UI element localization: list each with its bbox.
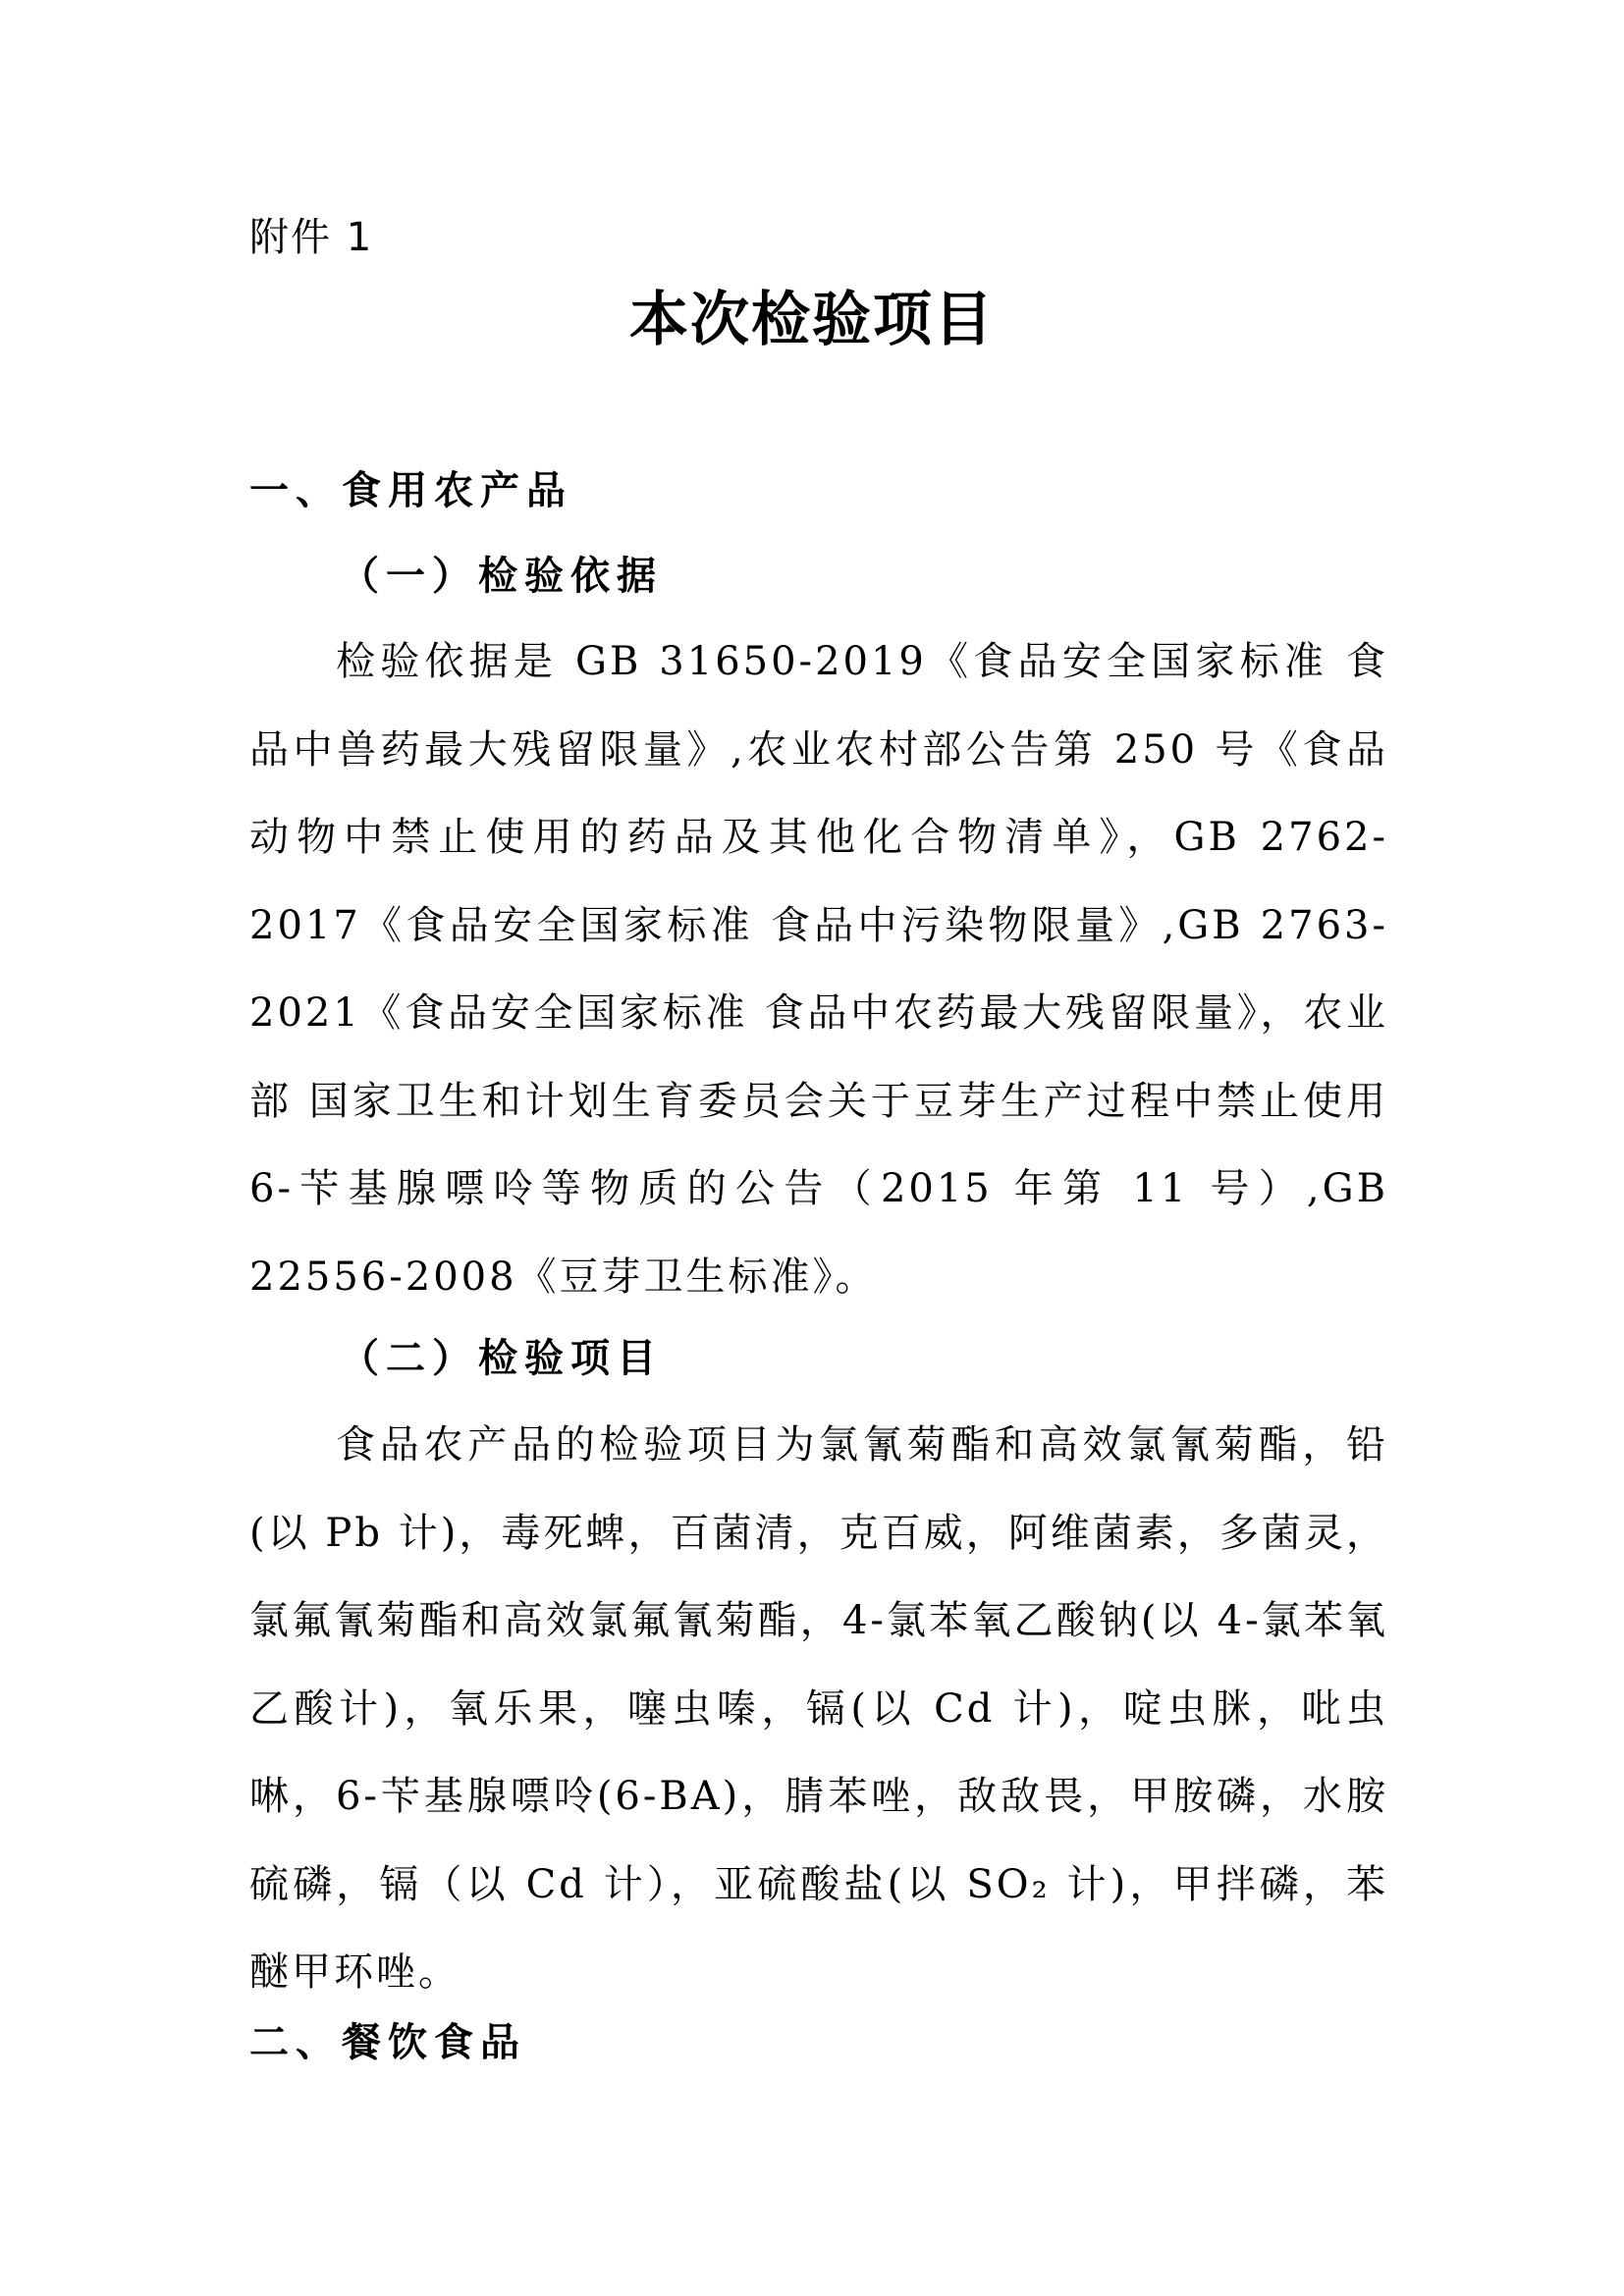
inspection-items-paragraph: 食品农产品的检验项目为氯氰菊酯和高效氯氰菊酯，铅(以 Pb 计)，毒死蜱，百菌清，克百威，阿维菌素，多菌灵，氯氟氰菊酯和高效氯氟氰菊酯，4-氯苯氧乙酸钠(以 4-氯苯氧乙酸计)，氧乐果，噻虫嗪，镉(以 Cd 计)，啶虫脒，吡虫啉，6-苄基腺嘌呤(6-BA)，腈苯唑，敌敌畏，甲胺磷，水胺硫磷，镉（以 Cd 计），亚硫酸盐(以 SO₂ 计)，甲拌磷，苯醚甲环唑。 <box>249 1422 1388 1995</box>
section-heading-agricultural-products: 一、食用农产品 <box>249 467 572 513</box>
subsection-heading-inspection-items: （二）检验项目 <box>340 1335 663 1381</box>
attachment-label: 附件 1 <box>249 215 374 260</box>
inspection-basis-paragraph: 检验依据是 GB 31650-2019《食品安全国家标准 食品中兽药最大残留限量》,农业农村部公告第 250 号《食品动物中禁止使用的药品及其他化合物清单》，GB 2762-2017《食品安全国家标准 食品中污染物限量》,GB 2763-2021《食品安全国家标准 食品中农药最大残留限量》，农业部 国家卫生和计划生育委员会关于豆芽生产过程中禁止使用 6-苄基腺嘌呤等物质的公告（2015 年第 11 号）,GB 22556-2008《豆芽卫生标准》。 <box>249 639 1388 1300</box>
section-heading-catering-food: 二、餐饮食品 <box>249 2019 526 2065</box>
subsection-heading-inspection-basis: （一）检验依据 <box>340 553 663 599</box>
page-title: 本次检验项目 <box>629 286 995 354</box>
